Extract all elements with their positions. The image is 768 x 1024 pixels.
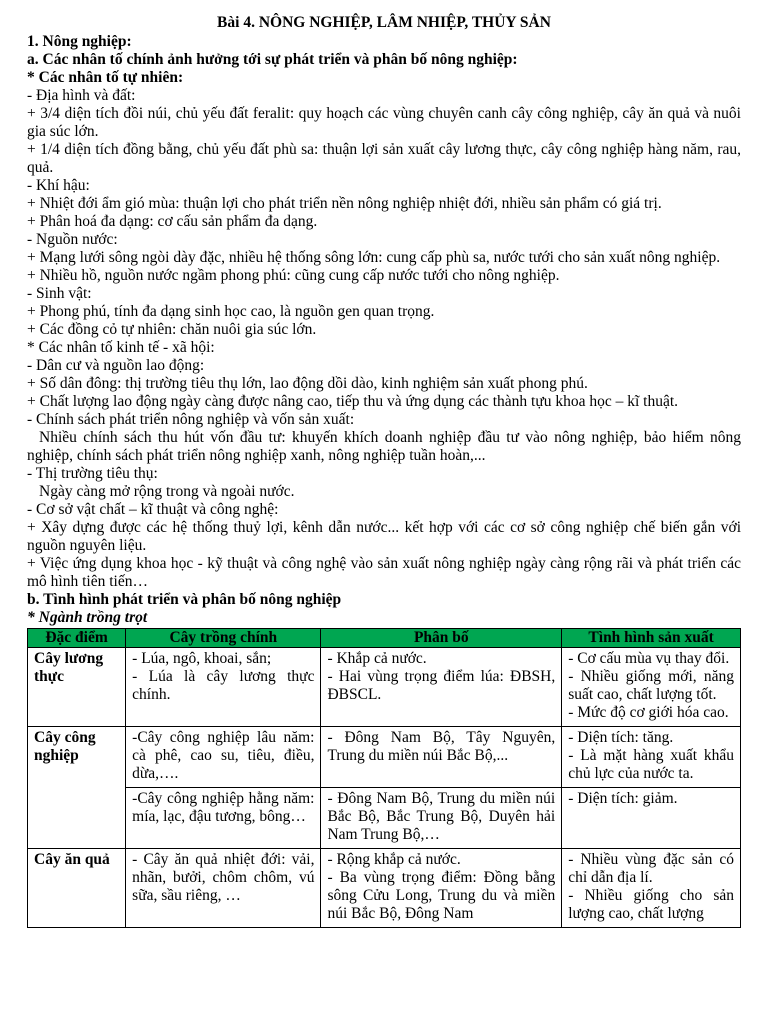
table-row bbox=[28, 788, 741, 849]
cell-text: - Nhiều vùng đặc sản có chỉ dẫn địa lí. bbox=[568, 851, 734, 886]
category-word: Cây lương bbox=[34, 650, 104, 667]
text-line: + 3/4 diện tích đồi núi, chủ yếu đất feralit: quy hoạch các vùng chuyên canh cây công nghiệp, cây ăn quả và nuôi gia súc lớn. bbox=[27, 105, 741, 140]
text-line: + Nhiệt đới ẩm gió mùa: thuận lợi cho phát triển nền nông nghiệp nhiệt đới, nhiều sản phẩm có giá trị. bbox=[27, 195, 662, 212]
market-paragraph: Ngày càng mở rộng trong và ngoài nước. bbox=[39, 483, 295, 500]
cell-text: - Ba vùng trọng điểm: Đồng bằng sông Cửu Long, Trung du và miền núi Bắc Bộ, Đông Nam bbox=[327, 869, 556, 922]
cell-text: - Diện tích: tăng. bbox=[568, 729, 674, 746]
cell-text: - Cơ cấu mùa vụ thay đổi. bbox=[568, 650, 730, 667]
text-line: + Xây dựng được các hệ thống thuỷ lợi, kênh dẫn nước... kết hợp với các cơ sở công nghiệp chế biến gắn với nguồn nguyên liệu. bbox=[27, 519, 741, 554]
crops-cell bbox=[126, 648, 321, 727]
cell-text: - Hai vùng trọng điểm lúa: ĐBSH, ĐBSCL. bbox=[327, 668, 556, 703]
cell-text: - Diện tích: giảm. bbox=[568, 790, 678, 807]
category-line bbox=[34, 650, 119, 668]
production-cell bbox=[562, 849, 741, 928]
section-heading-agriculture: 1. Nông nghiệp: bbox=[27, 33, 132, 50]
natural-factors-heading: * Các nhân tố tự nhiên: bbox=[27, 69, 184, 86]
lesson-title: Bài 4. NÔNG NGHIỆP, LÂM NHIỆP, THỦY SẢN bbox=[217, 14, 551, 31]
infrastructure-list bbox=[27, 501, 741, 591]
production-cell bbox=[562, 727, 741, 788]
text-line: + Nhiều hồ, nguồn nước ngầm phong phú: cũng cung cấp nước tưới cho nông nghiệp. bbox=[27, 267, 560, 284]
distribution-cell bbox=[321, 788, 562, 849]
text-line: - Sinh vật: bbox=[27, 285, 92, 302]
subsection-heading-factors: a. Các nhân tố chính ảnh hưởng tới sự phát triển và phân bố nông nghiệp: bbox=[27, 51, 518, 68]
column-header: Phân bố bbox=[321, 629, 562, 648]
category-line: Cây công bbox=[34, 729, 96, 746]
cell-text: - Rộng khắp cả nước. bbox=[327, 851, 461, 868]
column-header: Tình hình sản xuất bbox=[562, 629, 741, 648]
cell-text: - Khắp cả nước. bbox=[327, 650, 427, 667]
text-line: - Khí hậu: bbox=[27, 177, 90, 194]
crops-cell bbox=[126, 727, 321, 788]
text-line: - Dân cư và nguồn lao động: bbox=[27, 357, 205, 374]
table-row bbox=[28, 727, 741, 788]
text-line: * Các nhân tố kinh tế - xã hội: bbox=[27, 339, 215, 356]
cell-text: - Nhiều giống mới, năng suất cao, chất lượng tốt. bbox=[568, 668, 734, 703]
distribution-cell bbox=[321, 849, 562, 928]
table-row bbox=[28, 648, 741, 727]
text-line: + Việc ứng dụng khoa học - kỹ thuật và công nghệ vào sản xuất nông nghiệp ngày càng rộng rãi và phát triển các mô hình tiên tiến… bbox=[27, 555, 741, 590]
cell-text: -Cây công nghiệp hằng năm: mía, lạc, đậu tương, bông… bbox=[132, 790, 315, 825]
text-line: - Nguồn nước: bbox=[27, 231, 118, 248]
crop-farming-heading: * Ngành trồng trọt bbox=[27, 609, 148, 626]
text-line: + Các đồng cỏ tự nhiên: chăn nuôi gia súc lớn. bbox=[27, 321, 317, 338]
production-cell bbox=[562, 788, 741, 849]
distribution-cell bbox=[321, 727, 562, 788]
cell-text: - Lúa, ngô, khoai, sắn; bbox=[132, 650, 272, 667]
crops-cell bbox=[126, 849, 321, 928]
policy-paragraph: Nhiều chính sách thu hút vốn đầu tư: khuyến khích doanh nghiệp đầu tư vào nông nghiệp, bảo hiểm nông nghiệp, chính sách phát triển nông nghiệp xanh, nông nghiệp tuần hoàn,... bbox=[27, 429, 741, 464]
column-header: Đặc điểm bbox=[28, 629, 126, 648]
category-line: thực bbox=[34, 668, 64, 685]
cell-text: - Lúa là cây lương thực chính. bbox=[132, 668, 315, 703]
text-line: + 1/4 diện tích đồng bằng, chủ yếu đất phù sa: thuận lợi sản xuất cây lương thực, cây công nghiệp hàng năm, rau, quả. bbox=[27, 141, 741, 176]
text-line: + Mạng lưới sông ngòi dày đặc, nhiều hệ thống sông lớn: cung cấp phù sa, nước tưới cho sản xuất nông nghiệp. bbox=[27, 249, 721, 266]
row-category bbox=[28, 648, 126, 727]
subsection-heading-development: b. Tình hình phát triển và phân bố nông nghiệp bbox=[27, 591, 342, 608]
distribution-cell bbox=[321, 648, 562, 727]
text-line: + Phong phú, tính đa dạng sinh học cao, là nguồn gen quan trọng. bbox=[27, 303, 435, 320]
text-line: - Chính sách phát triển nông nghiệp và vốn sản xuất: bbox=[27, 411, 355, 428]
production-cell bbox=[562, 648, 741, 727]
row-category bbox=[28, 849, 126, 928]
text-line: - Cơ sở vật chất – kĩ thuật và công nghệ: bbox=[27, 501, 279, 518]
text-line: + Phân hoá đa dạng: cơ cấu sản phẩm đa dạng. bbox=[27, 213, 318, 230]
cell-text: - Nhiều giống cho sản lượng cao, chất lượng bbox=[568, 887, 734, 922]
cell-text: - Cây ăn quả nhiệt đới: vải, nhãn, bưởi, chôm chôm, vú sữa, sầu riêng, … bbox=[132, 851, 315, 904]
category-line: nghiệp bbox=[34, 747, 79, 764]
text-line: - Địa hình và đất: bbox=[27, 87, 136, 104]
text-line: + Số dân đông: thị trường tiêu thụ lớn, lao động dồi dào, kinh nghiệm sản xuất phong phú. bbox=[27, 375, 588, 392]
text-line: + Chất lượng lao động ngày càng được nâng cao, tiếp thu và ứng dụng các thành tựu khoa học – kĩ thuật. bbox=[27, 393, 679, 410]
cell-text: -Cây công nghiệp lâu năm: cà phê, cao su, tiêu, điều, dừa,…. bbox=[132, 729, 315, 782]
column-header: Cây trồng chính bbox=[126, 629, 321, 648]
factors-list bbox=[27, 87, 741, 429]
crop-table bbox=[27, 628, 741, 928]
table-row bbox=[28, 849, 741, 928]
cell-text: - Mức độ cơ giới hóa cao. bbox=[568, 704, 729, 721]
crops-cell bbox=[126, 788, 321, 849]
category-line: Cây ăn quả bbox=[34, 851, 110, 868]
table-header-row bbox=[28, 629, 741, 648]
market-heading: - Thị trường tiêu thụ: bbox=[27, 465, 158, 482]
cell-text: - Là mặt hàng xuất khẩu chủ lực của nước ta. bbox=[568, 747, 734, 782]
cell-text: - Đông Nam Bộ, Tây Nguyên, Trung du miền núi Bắc Bộ,... bbox=[327, 729, 556, 764]
cell-text: - Đông Nam Bộ, Trung du miền núi Bắc Bộ, Bắc Trung Bộ, Duyên hải Nam Trung Bộ,… bbox=[327, 790, 556, 843]
row-category bbox=[28, 727, 126, 849]
